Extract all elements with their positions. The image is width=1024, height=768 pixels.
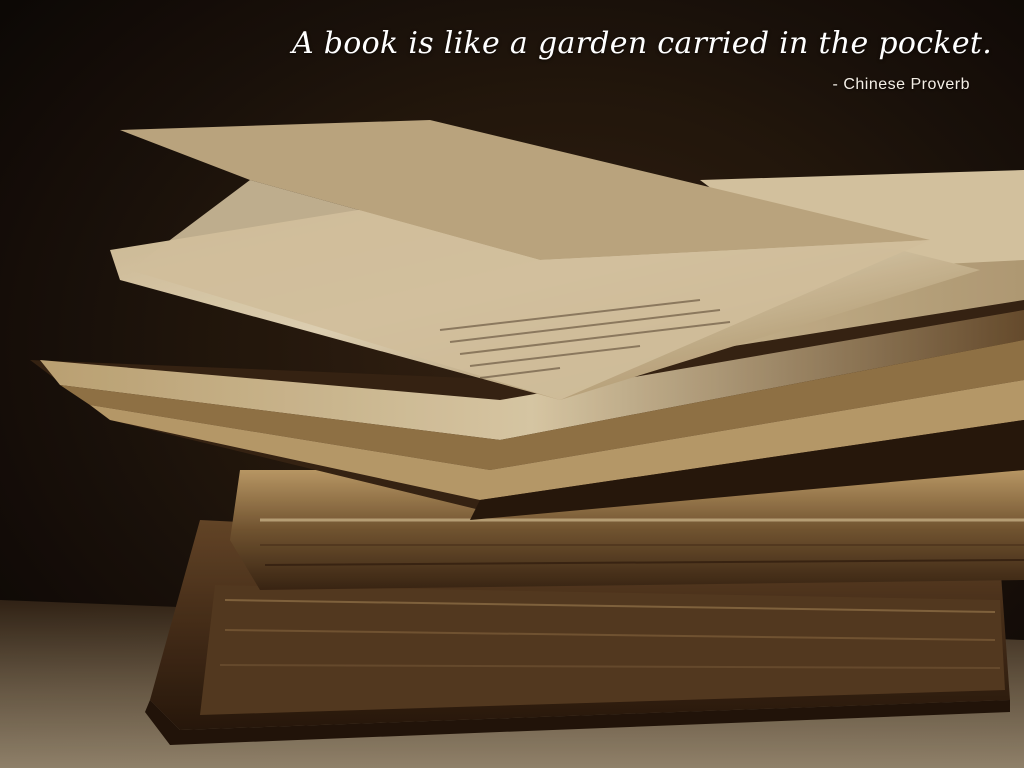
quote-attribution: - Chinese Proverb xyxy=(832,76,970,93)
quote-text: A book is like a garden carried in the pocket. xyxy=(292,26,993,61)
